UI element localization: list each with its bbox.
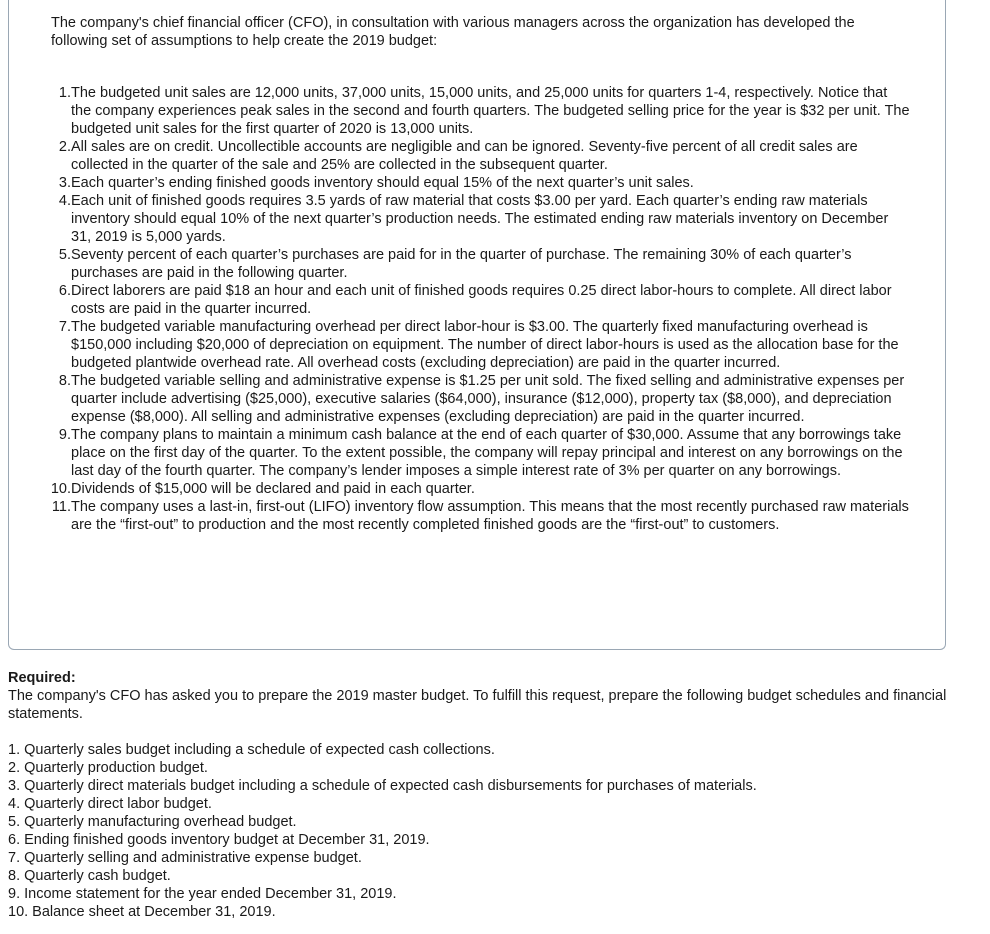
assumption-text: Seventy percent of each quarter’s purchases are paid for in the quarter of purchase. The remaining 30% of each quarter’s purchases are paid in the following quarter. — [71, 247, 852, 281]
assumption-item — [51, 138, 911, 174]
assumption-number: 1. — [58, 85, 71, 101]
assumption-item — [51, 84, 911, 138]
schedule-item: 7. Quarterly selling and administrative expense budget. — [8, 850, 362, 866]
assumption-item — [51, 480, 911, 498]
assumption-text: The budgeted unit sales are 12,000 units, 37,000 units, 15,000 units, and 25,000 units for quarters 1-4, respectively. Notice that the company experiences peak sales in the second and fourth quarters. The budgeted selling price for the year is $32 per unit. The budgeted unit sales for the first quarter of 2020 is 13,000 units. — [71, 85, 910, 137]
schedule-item: 8. Quarterly cash budget. — [8, 868, 171, 884]
schedule-item: 1. Quarterly sales budget including a schedule of expected cash collections. — [8, 742, 495, 758]
assumption-text: The company plans to maintain a minimum cash balance at the end of each quarter of $30,000. Assume that any borrowings take place on the first day of the quarter. To the extent possible, the company will repay principal and interest on any borrowings on the last day of the fourth quarter. The company’s lender imposes a simple interest rate of 3% per quarter on any borrowings. — [71, 427, 903, 479]
assumption-text: The company uses a last-in, first-out (LIFO) inventory flow assumption. This means that the most recently purchased raw materials are the “first-out” to production and the most recently completed finished goods are the “first-out” to customers. — [71, 499, 909, 533]
assumption-number: 3. — [58, 175, 71, 191]
assumption-number: 2. — [58, 139, 71, 155]
assumption-number: 10. — [50, 481, 71, 497]
assumption-number: 7. — [58, 319, 71, 335]
schedule-item: 5. Quarterly manufacturing overhead budget. — [8, 814, 297, 830]
assumption-number: 9. — [58, 427, 71, 443]
schedule-item: 10. Balance sheet at December 31, 2019. — [8, 904, 276, 920]
assumption-item — [51, 246, 911, 282]
assumption-text: Each quarter’s ending finished goods inventory should equal 15% of the next quarter’s unit sales. — [71, 175, 694, 191]
assumption-item — [51, 498, 911, 534]
assumption-text: The budgeted variable manufacturing overhead per direct labor-hour is $3.00. The quarterly fixed manufacturing overhead is $150,000 including $20,000 of depreciation on equipment. The number of direct labor-hours is used as the allocation base for the budgeted plantwide overhead rate. All overhead costs (excluding depreciation) are paid in the quarter incurred. — [71, 319, 899, 371]
assumption-item — [51, 282, 911, 318]
intro-paragraph: The company's chief financial officer (CFO), in consultation with various managers across the organization has developed the following set of assumptions to help create the 2019 budget: — [51, 15, 855, 49]
schedule-item: 3. Quarterly direct materials budget including a schedule of expected cash disbursements for purchases of materials. — [8, 778, 757, 794]
schedules-list — [8, 741, 757, 921]
assumption-text: All sales are on credit. Uncollectible accounts are negligible and can be ignored. Seventy-five percent of all credit sales are collected in the quarter of the sale and 25% are collected in the subsequent quarter. — [71, 139, 858, 173]
required-paragraph: The company's CFO has asked you to prepare the 2019 master budget. To fulfill this request, prepare the following budget schedules and financial statements. — [8, 688, 947, 722]
assumption-number: 8. — [58, 373, 71, 389]
assumption-item — [51, 372, 911, 426]
schedule-item: 9. Income statement for the year ended December 31, 2019. — [8, 886, 397, 902]
assumption-number: 5. — [58, 247, 71, 263]
assumption-text: Each unit of finished goods requires 3.5 yards of raw material that costs $3.00 per yard. Each quarter’s ending raw materials inventory should equal 10% of the next quarter’s production needs. The estimated ending raw materials inventory on December 31, 2019 is 5,000 yards. — [71, 193, 889, 245]
assumption-number: 4. — [58, 193, 71, 209]
schedule-item: 2. Quarterly production budget. — [8, 760, 208, 776]
assumption-item — [51, 426, 911, 480]
assumption-item — [51, 174, 911, 192]
assumption-text: Dividends of $15,000 will be declared and paid in each quarter. — [71, 481, 475, 497]
assumption-number: 6. — [58, 283, 71, 299]
assumptions-list — [51, 84, 911, 534]
assumption-item — [51, 318, 911, 372]
schedule-item: 4. Quarterly direct labor budget. — [8, 796, 212, 812]
assumption-number: 11. — [51, 499, 71, 515]
assumption-text: The budgeted variable selling and administrative expense is $1.25 per unit sold. The fixed selling and administrative expenses per quarter include advertising ($25,000), executive salaries ($64,000), insurance ($12,000), property tax ($8,000), and depreciation expense ($8,000). All selling and administrative expenses (excluding depreciation) are paid in the quarter incurred. — [71, 373, 905, 425]
assumption-text: Direct laborers are paid $18 an hour and each unit of finished goods requires 0.25 direct labor-hours to complete. All direct labor costs are paid in the quarter incurred. — [71, 283, 892, 317]
assumption-item — [51, 192, 911, 246]
schedule-item: 6. Ending finished goods inventory budget at December 31, 2019. — [8, 832, 430, 848]
required-heading: Required: — [8, 670, 76, 686]
